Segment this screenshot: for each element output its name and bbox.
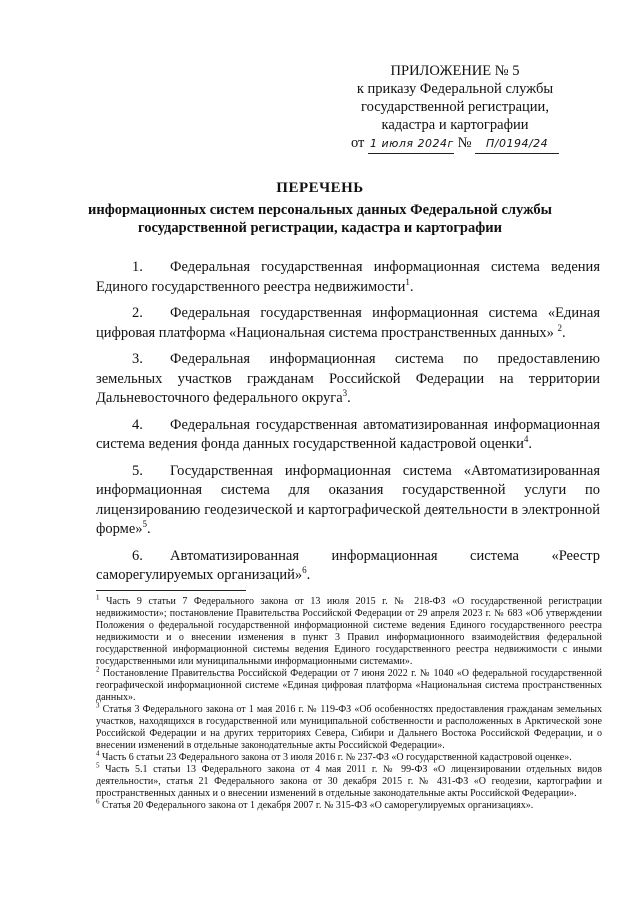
footnote-text: Часть 9 статьи 7 Федерального закона от 13 июля 2015 г. № 218-ФЗ «О государственной регистрации недвижимости»; постановление Правительства Российской Федерации от 29 апреля 2023 г. № 683 «Об утверждении Положения о федеральной государственной информационной системе ведения Единого государственного реестра недвижимости и о внесении изменения в пункт 3 Правил информационного взаимодействия федеральной государственной информационной системы ведения Единого государственного реестра недвижимости с иными государственными или муниципальными информационными системами». <box>96 596 602 667</box>
footnote-ref: 6 <box>302 565 307 576</box>
footnote-number: 2 <box>96 665 100 674</box>
item-tail: . <box>561 324 566 341</box>
list-item <box>96 462 600 540</box>
footnote <box>96 761 603 800</box>
footnotes <box>96 593 603 812</box>
item-text: Государственная информационная система «Автоматизированная информационная система для оказания государственной услуги по лицензированию геодезической и картографической деятельности в электронной форме» <box>96 462 600 537</box>
footnote-number: 6 <box>96 797 100 806</box>
from-label: от <box>350 135 365 151</box>
item-text: Федеральная государственная автоматизированная информационная система ведения фонда данных государственной кадастровой оценки <box>96 416 600 452</box>
list-item <box>96 547 600 586</box>
systems-list <box>96 258 600 593</box>
item-tail: . <box>409 278 414 295</box>
footnote-number: 4 <box>96 749 100 758</box>
footnote-ref: 3 <box>342 388 348 399</box>
list-item <box>96 304 600 343</box>
item-number: 5. <box>132 462 143 479</box>
item-text: Федеральная информационная система по предоставлению земельных участков гражданам Российской Федерации на территории Дальневосточного федерального округа <box>96 351 600 406</box>
item-text: Федеральная государственная информационная система ведения Единого государственного реестра недвижимости <box>96 259 600 295</box>
footnote-ref: 1 <box>405 276 410 287</box>
footnote-ref: 5 <box>142 519 148 530</box>
footnote <box>96 701 602 752</box>
item-text: Федеральная государственная информационная система «Единая цифровая платформа «Национальная система пространственных данных» <box>96 305 600 341</box>
appendix-title: ПРИЛОЖЕНИЕ № 5 <box>390 63 520 79</box>
item-tail: . <box>528 436 532 452</box>
handwritten-date: 1 июля 2024г <box>368 135 454 154</box>
item-tail: . <box>347 390 351 406</box>
handwritten-order-number: П/0194/24 <box>475 135 559 154</box>
document-title <box>70 180 570 237</box>
footnote <box>96 665 603 704</box>
footnote-number: 1 <box>96 593 100 602</box>
item-number: 1. <box>132 259 143 275</box>
item-number: 2. <box>132 305 143 321</box>
item-text: Автоматизированная информационная система «Реестр саморегулируемых организаций» <box>96 547 600 583</box>
footnote-number: 3 <box>96 701 100 710</box>
item-number: 4. <box>132 416 143 433</box>
list-item <box>96 258 600 297</box>
footnote-ref: 4 <box>523 434 529 445</box>
appendix-line-3: кадастра и картографии <box>381 117 529 133</box>
footnote-text: Постановление Правительства Российской Федерации от 7 июня 2022 г. № 1040 «О федеральной государственной географической информационной системе «Единая цифровая платформа «Национальная система пространственных данных». <box>96 668 603 703</box>
list-item <box>96 350 600 409</box>
footnote-text: Статья 3 Федерального закона от 1 мая 2016 г. № 119-ФЗ «Об особенностях предоставления гражданам земельных участков, находящихся в государственной или муниципальной собственности и расположенных в Арктической зоне Российской Федерации и на других территориях Севера, Сибири и Дальнего Востока Российской Федерации, и о внесении изменений в отдельные законодательные акты Российской Федерации». <box>96 704 602 751</box>
footnote-text: Статья 20 Федерального закона от 1 декабря 2007 г. № 315-ФЗ «О саморегулируемых организациях». <box>102 800 534 811</box>
title-subtitle: информационных систем персональных данных Федеральной службы государственной регистрации, кадастра и картографии <box>88 202 552 236</box>
order-date-number <box>351 134 559 154</box>
item-tail: . <box>306 567 311 583</box>
title-main: ПЕРЕЧЕНЬ <box>276 180 364 196</box>
item-number: 6. <box>132 547 143 564</box>
footnote <box>96 593 602 668</box>
appendix-header <box>330 62 580 154</box>
footnote-text: Часть 6 статьи 23 Федерального закона от 3 июля 2016 г. № 237-ФЗ «О государственной кадастровой оценке». <box>102 752 572 763</box>
footnote-number: 5 <box>96 761 100 770</box>
footnote-ref: 2 <box>557 322 562 333</box>
item-tail: . <box>147 521 151 537</box>
footnote <box>96 749 602 764</box>
footnote <box>96 797 602 812</box>
footnote-divider <box>96 590 246 591</box>
item-number: 3. <box>132 351 143 367</box>
footnote-text: Часть 5.1 статьи 13 Федерального закона от 4 мая 2011 г. № 99-ФЗ «О лицензировании отдельных видов деятельности», статья 21 Федерального закона от 30 декабря 2015 г. № 431-ФЗ «О геодезии, картографии и пространственных данных и о внесении изменений в отдельные законодательные акты Российской Федерации». <box>96 764 603 799</box>
list-item <box>96 416 600 455</box>
number-label: № <box>457 135 472 151</box>
appendix-line-2: государственной регистрации, <box>361 99 549 115</box>
appendix-line-1: к приказу Федеральной службы <box>356 81 554 97</box>
